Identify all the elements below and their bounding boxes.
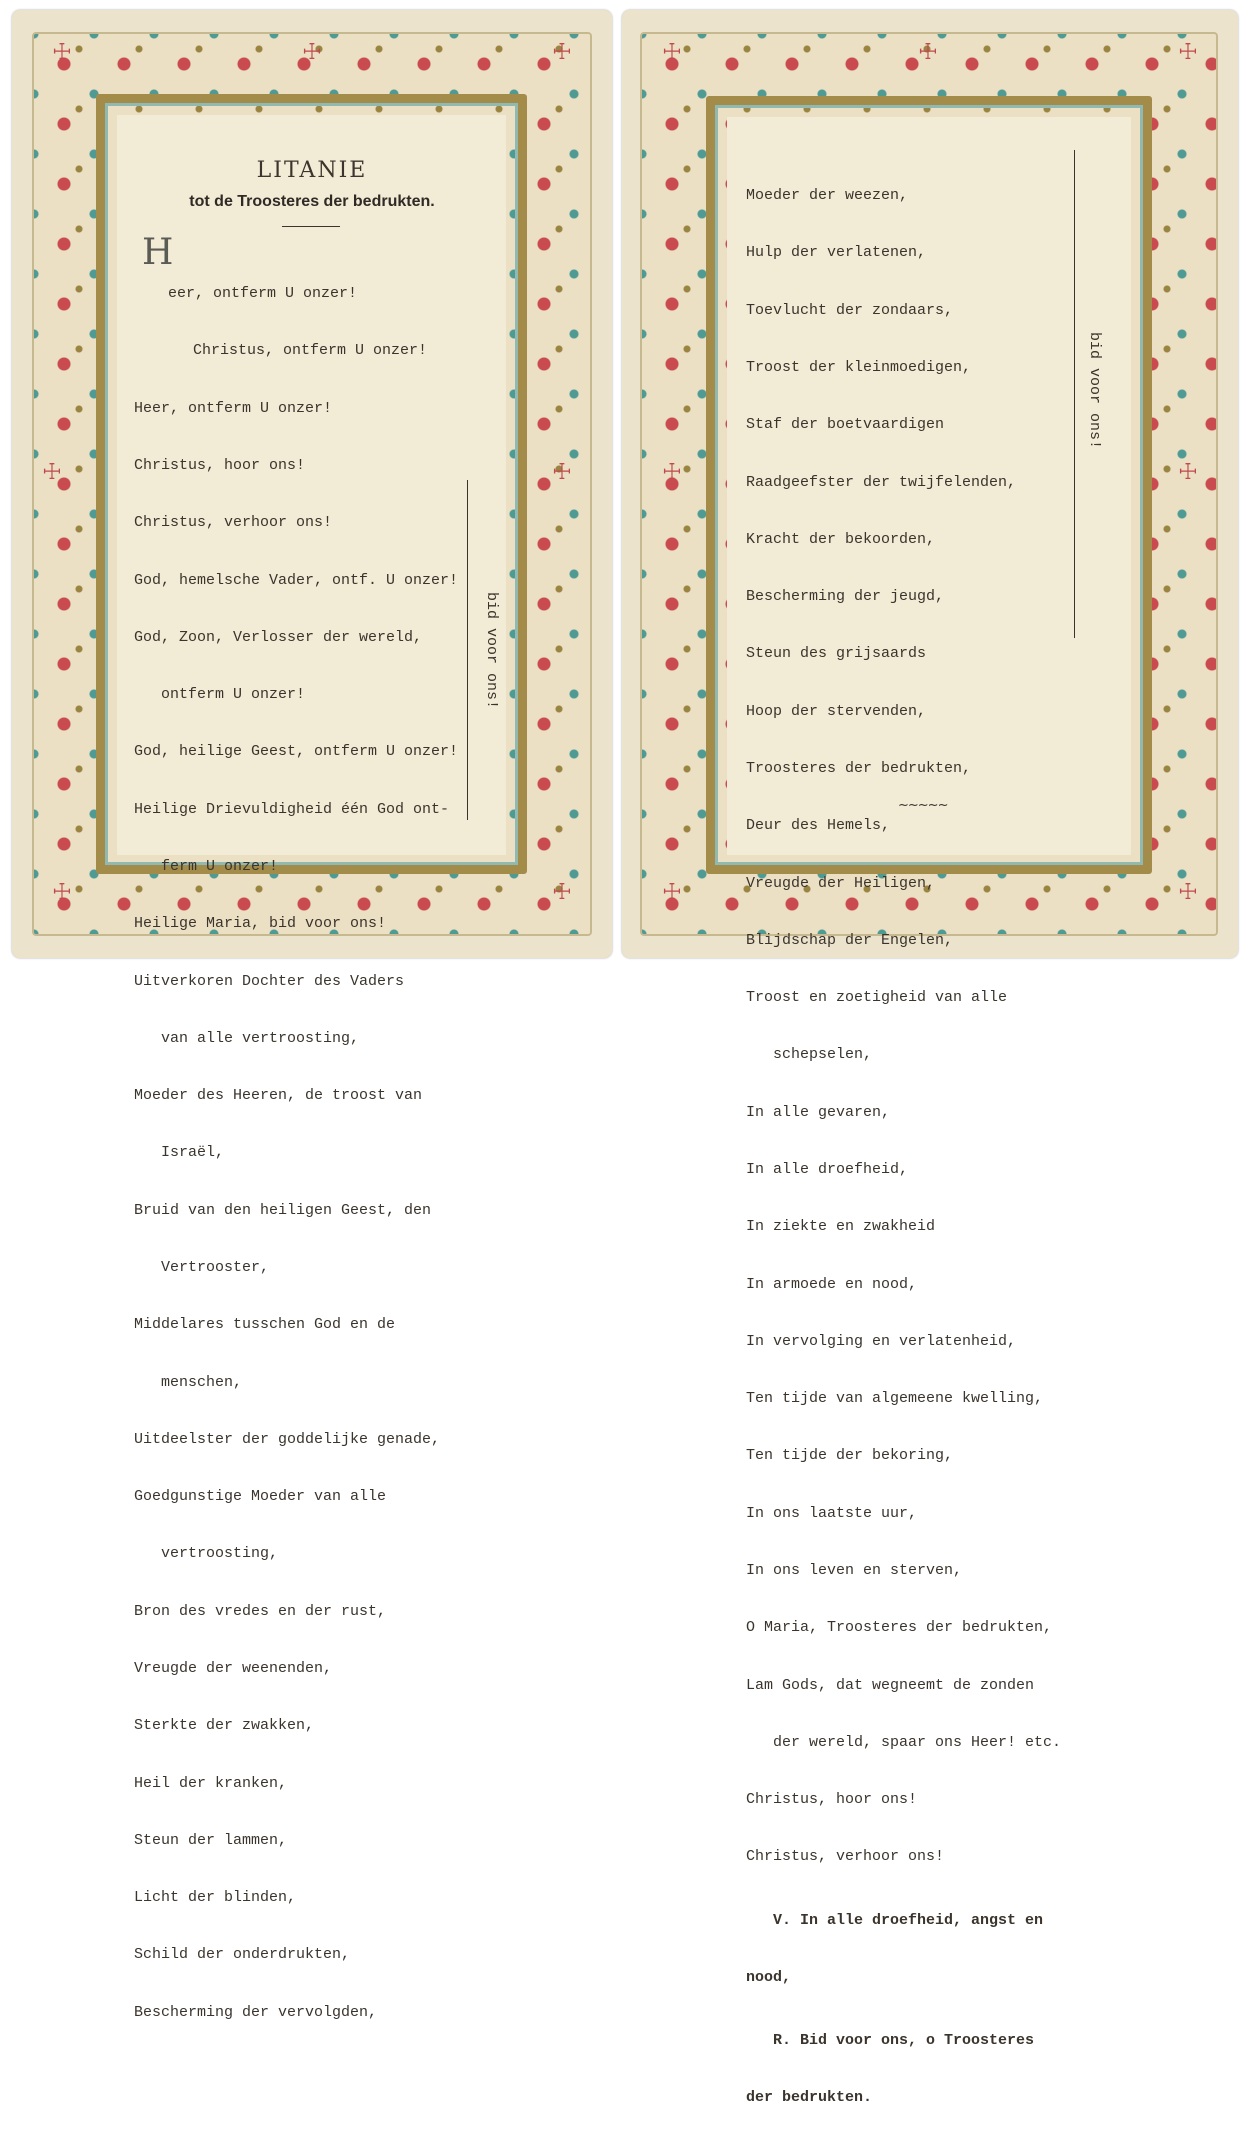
litany-line: Deur des Hemels, (746, 817, 891, 835)
litany-line: Christus, ontferm U onzer! (148, 342, 428, 360)
cross-icon: ☩ (52, 880, 72, 905)
litany-line: menschen, (134, 1373, 243, 1391)
cross-icon: ☩ (552, 460, 572, 485)
response-bracket-left (467, 480, 468, 820)
cross-icon: ☩ (1178, 880, 1198, 905)
litany-line: van alle vertroosting, (134, 1029, 360, 1047)
litany-subtitle: tot de Troosteres der bedrukten. (189, 193, 435, 210)
cross-icon: ☩ (662, 460, 682, 485)
litany-line: Moeder der weezen, (746, 187, 909, 205)
litany-line: God, hemelsche Vader, ontf. U onzer! (134, 571, 459, 589)
litany-line: eer, ontferm U onzer! (168, 285, 358, 303)
litany-line: Uitdeelster der goddelijke genade, (134, 1430, 441, 1448)
cross-icon: ☩ (1178, 460, 1198, 485)
litany-line: Bescherming der vervolgden, (134, 2003, 378, 2021)
cross-icon: ☩ (662, 880, 682, 905)
litany-line: In alle gevaren, (746, 1103, 891, 1121)
right-page (622, 10, 1238, 2107)
litany-line: Sterkte der zwakken, (134, 1717, 315, 1735)
litany-line: In armoede en nood, (746, 1275, 918, 1293)
response-bracket-right (1074, 150, 1075, 638)
litany-line: Steun der lammen, (134, 1831, 288, 1849)
litany-line: Licht der blinden, (134, 1889, 297, 1907)
litany-line: Moeder des Heeren, de troost van (134, 1087, 423, 1105)
litany-line: Raadgeefster der twijfelenden, (746, 473, 1017, 491)
litany-line: schepselen, (746, 1046, 873, 1064)
response-line: der bedrukten. (746, 2089, 873, 2107)
response-text-right: bid voor ons! (1086, 332, 1103, 450)
litany-line: Christus, verhoor ons! (746, 1848, 945, 1866)
litany-line: Troost der kleinmoedigen, (746, 359, 972, 377)
litany-line: God, Zoon, Verlosser der wereld, (134, 628, 423, 646)
litany-line: Bruid van den heiligen Geest, den (134, 1201, 432, 1219)
litany-line: Troosteres der bedrukten, (746, 760, 972, 777)
litany-line: Ten tijde van algemeene kwelling, (746, 1390, 1044, 1408)
cross-icon: ☩ (42, 460, 62, 485)
litany-line: Christus, hoor ons! (134, 457, 306, 475)
litany-line: Lam Gods, dat wegneemt de zonden (746, 1676, 1035, 1694)
litany-line: Toevlucht der zondaars, (746, 301, 954, 319)
litany-line: der wereld, spaar ons Heer! etc. (746, 1733, 1062, 1751)
cross-icon: ☩ (918, 40, 938, 65)
cross-icon: ☩ (52, 40, 72, 65)
litany-line: Middelares tusschen God en de (134, 1316, 396, 1334)
litany-line: Vreugde der Heiligen, (746, 874, 936, 892)
litany-title: LITANIE (256, 158, 368, 183)
litany-line: Bron des vredes en der rust, (134, 1602, 387, 1620)
litany-line: Hoop der stervenden, (746, 702, 927, 720)
title-divider (282, 226, 340, 227)
litany-line: Steun des grijsaards (746, 645, 927, 663)
left-page (12, 10, 612, 2021)
litany-line: ontferm U onzer! (134, 686, 306, 704)
litany-line: Vertrooster, (134, 1258, 270, 1276)
litany-line: Ten tijde der bekoring, (746, 1447, 954, 1465)
drop-cap: H (142, 232, 174, 273)
litany-line: Schild der onderdrukten, (134, 1946, 351, 1964)
litany-line: Staf der boetvaardigen (746, 416, 945, 434)
litany-lines-right (746, 148, 1061, 2146)
litany-line: Hulp der verlatenen, (746, 244, 927, 262)
cross-icon: ☩ (552, 40, 572, 65)
litany-line: Christus, hoor ons! (746, 1791, 918, 1809)
litany-line: Bescherming der jeugd, (746, 588, 945, 606)
versicle-line: nood, (746, 1968, 792, 1986)
cross-icon: ☩ (552, 880, 572, 905)
litany-line: Blijdschap der Engelen, (746, 931, 954, 949)
litany-line: In alle droefheid, (746, 1160, 909, 1178)
response-text-left: bid voor ons! (483, 592, 500, 710)
litany-line: God, heilige Geest, ontferm U onzer! (134, 743, 459, 761)
litany-line: Uitverkoren Dochter des Vaders (134, 972, 405, 990)
cross-icon: ☩ (662, 40, 682, 65)
litany-line: Vreugde der weenenden, (134, 1659, 333, 1677)
litany-line: In vervolging en verlatenheid, (746, 1332, 1017, 1350)
litany-line: Christus, verhoor ons! (134, 514, 333, 532)
response-line: R. Bid voor ons, o Troosteres (746, 2032, 1035, 2050)
litany-line: vertroosting, (134, 1545, 279, 1563)
cross-icon: ☩ (1178, 40, 1198, 65)
versicle-line: V. In alle droefheid, angst en (746, 1911, 1044, 1929)
litany-line: Heil der kranken, (134, 1774, 288, 1792)
cross-icon: ☩ (302, 40, 322, 65)
litany-line: Troost en zoetigheid van alle (746, 989, 1008, 1007)
litany-line: Heilige Maria, bid voor ons! (134, 915, 387, 933)
litany-line: O Maria, Troosteres der bedrukten, (746, 1619, 1053, 1637)
litany-line: Goedgunstige Moeder van alle (134, 1488, 387, 1506)
litany-line: ferm U onzer! (134, 858, 279, 875)
litany-line: Heilige Drievuldigheid één God ont- (134, 800, 450, 818)
litany-line: In ons laatste uur, (746, 1504, 918, 1522)
closing-ornament: ~~~~~ (898, 798, 948, 813)
litany-line: Israël, (134, 1144, 225, 1162)
litany-line: In ons leven en sterven, (746, 1561, 963, 1579)
litany-line: Kracht der bekoorden, (746, 530, 936, 548)
litany-lines-left (134, 246, 458, 2060)
litany-line: Heer, ontferm U onzer! (134, 399, 333, 417)
litany-line: In ziekte en zwakheid (746, 1218, 936, 1236)
